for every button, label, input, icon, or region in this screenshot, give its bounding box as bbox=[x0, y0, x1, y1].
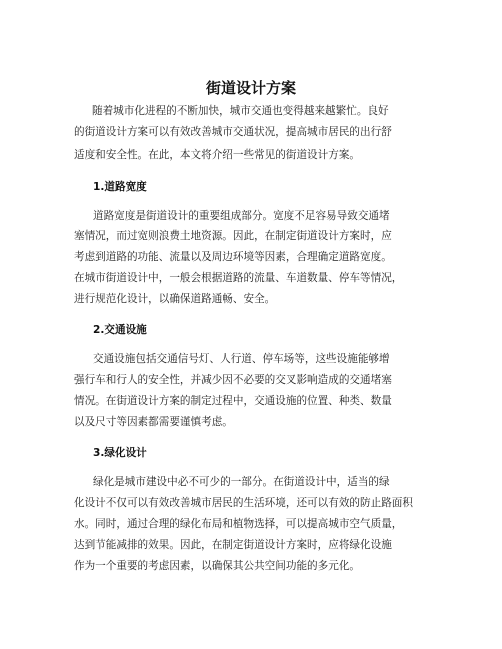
section-heading: 3.绿化设计 bbox=[93, 447, 147, 459]
section-line: 进行规范化设计，以确保道路通畅、安全。 bbox=[74, 293, 276, 305]
section-line: 塞情况，而过宽则浪费土地资源。因此，在制定街道设计方案时，应 bbox=[74, 230, 392, 242]
section-line: 绿化是城市建设中必不可少的一部分。在街道设计中，适当的绿 bbox=[93, 476, 390, 488]
section-line: 在城市街道设计中，一般会根据道路的流量、车道数量、停车等情况， bbox=[74, 272, 403, 284]
section-line: 达到节能减排的效果。因此，在制定街道设计方案时，应将绿化设施 bbox=[74, 539, 392, 551]
section-line: 交通设施包括交通信号灯、人行道、停车场等，这些设施能够增 bbox=[93, 353, 390, 365]
section-line: 道路宽度是街道设计的重要组成部分。宽度不足容易导致交通堵 bbox=[93, 210, 390, 222]
intro-line: 随着城市化进程的不断加快，城市交通也变得越来越繁忙。良好 bbox=[92, 105, 389, 117]
section-line: 化设计不仅可以有效改善城市居民的生活环境，还可以有效的防止路面积 bbox=[74, 497, 413, 509]
section-heading: 1.道路宽度 bbox=[93, 181, 147, 193]
document-title: 街道设计方案 bbox=[205, 79, 296, 97]
intro-line: 适度和安全性。在此，本文将介绍一些常见的街道设计方案。 bbox=[74, 149, 361, 161]
section-line: 考虑到道路的功能、流量以及周边环境等因素，合理确定道路宽度。 bbox=[74, 251, 392, 263]
section-line: 水。同时，通过合理的绿化布局和植物选择，可以提高城市空气质量， bbox=[74, 518, 403, 530]
section-line: 作为一个重要的考虑因素，以确保其公共空间功能的多元化。 bbox=[74, 560, 361, 572]
intro-line: 的街道设计方案可以有效改善城市交通状况，提高城市居民的出行舒 bbox=[74, 126, 392, 138]
section-line: 以及尺寸等因素都需要谨慎考虑。 bbox=[74, 416, 233, 428]
section-line: 情况。在街道设计方案的制定过程中，交通设施的位置、种类、数量 bbox=[74, 395, 392, 407]
section-line: 强行车和行人的安全性，并减少因不必要的交叉影响造成的交通堵塞 bbox=[74, 374, 392, 386]
section-heading: 2.交通设施 bbox=[93, 324, 147, 336]
